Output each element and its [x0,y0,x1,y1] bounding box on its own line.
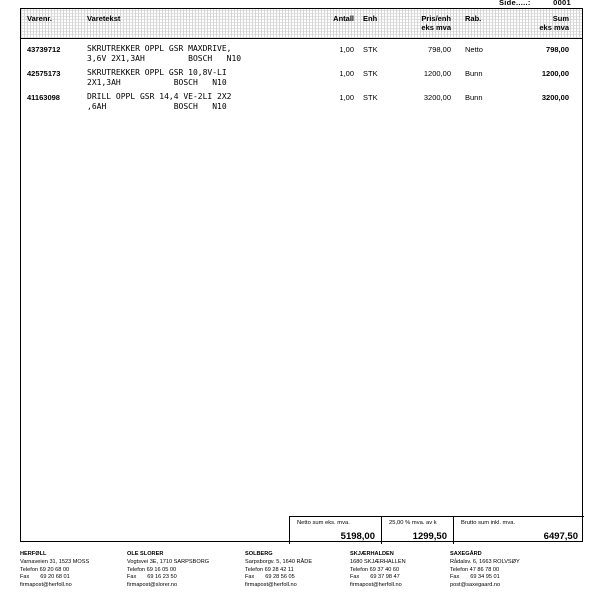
row-varenr: 41163098 [27,93,60,102]
office-email: firmapost@herfoll.no [20,582,72,589]
office-saxegard [450,551,520,590]
netto-value: 5198,00 [340,531,375,542]
office-address: Rådalsv. 6, 1663 ROLVSØY [450,558,520,565]
office-fax: Fax 69 28 56 05 [245,574,295,581]
office-fax: Fax 69 34 95 01 [450,574,500,581]
col-sum [539,14,569,32]
office-phone: Telefon 69 37 40 60 [350,566,400,573]
row-rab: Bunn [465,93,483,102]
office-name: SOLBERG [245,551,273,557]
row-antall: 1,00 [339,93,354,102]
office-email: firmapost@herfoll.no [350,582,402,589]
office-solberg [245,551,312,590]
row-antall: 1,00 [339,45,354,54]
office-email: firmapost@herfoll.no [245,582,297,589]
office-phone: Telefon 47 86 78 00 [450,566,500,573]
office-name: SAXEGÅRD [450,551,482,557]
office-phone: Telefon 69 28 42 11 [245,566,294,573]
office-phone: Telefon 69 20 68 00 [20,566,70,573]
office-fax: Fax 69 20 68 01 [20,574,70,581]
row-text: SKRUTREKKER OPPL GSR MAXDRIVE, 3,6V 2X1,3AH BOSCH N10 [87,44,242,63]
invoice-frame [20,8,583,542]
col-sum-line2: eks mva [539,23,569,32]
col-pris-line1: Pris/enh [421,14,451,23]
totals-block [289,516,584,544]
row-sum: 798,00 [546,45,569,54]
row-rab: Bunn [465,69,483,78]
table-row [21,91,582,115]
row-enh: STK [363,93,378,102]
row-enh: STK [363,69,378,78]
col-enh: Enh [363,14,378,23]
office-address: 1680 SKJÆRHALLEN [350,558,406,565]
footer-offices [20,551,595,596]
row-pris: 798,00 [428,45,451,54]
col-pris [421,14,451,32]
office-fax: Fax 69 16 23 50 [127,574,177,581]
row-rab: Netto [465,45,483,54]
netto-box [289,517,381,544]
mva-label: 25,00 % mva. av k [389,520,437,526]
table-row [21,43,582,67]
brutto-label: Brutto sum inkl. mva. [461,520,516,526]
col-varetekst: Varetekst [87,14,121,23]
mva-box [381,517,453,544]
col-varenr: Varenr. [27,14,53,23]
office-name: HERFØLL [20,551,47,557]
page-number: 0001 [553,0,571,7]
office-email: post@saxegaard.no [450,582,501,589]
office-ole-slorer [127,551,209,590]
office-address: Sarpsborgv. 5, 1640 RÅDE [245,558,313,565]
row-text: SKRUTREKKER OPPL GSR 10,8V-LI 2X1,3AH BOSCH N10 [87,68,227,87]
office-name: OLE SLORER [127,551,164,557]
brutto-box [453,517,584,544]
row-text: DRILL OPPL GSR 14,4 VE-2LI 2X2 ,6AH BOSCH N10 [87,92,232,111]
office-phone: Telefon 69 16 05 00 [127,566,177,573]
table-row [21,67,582,91]
column-header [21,9,582,39]
mva-value: 1299,50 [412,531,447,542]
office-email: firmapost@slorer.no [127,582,178,589]
office-fax: Fax 69 37 98 47 [350,574,400,581]
office-name: SKJÆRHALDEN [350,551,394,557]
row-sum: 1200,00 [541,69,569,78]
row-enh: STK [363,45,378,54]
row-pris: 1200,00 [423,69,451,78]
page-number-line [499,0,571,7]
office-herfoll [20,551,89,590]
row-varenr: 43739712 [27,45,61,54]
row-sum: 3200,00 [541,93,569,102]
col-antall: Antall [333,14,354,23]
office-address: Vogtsvei 3E, 1710 SARPSBORG [127,558,210,565]
page-label: Side.....: [498,0,531,7]
office-address: Varnaveien 31, 1523 MOSS [20,558,90,565]
netto-label: Netto sum eks. mva. [297,520,350,526]
brutto-value: 6497,50 [543,531,578,542]
col-rab: Rab. [465,14,482,23]
col-sum-line1: Sum [552,14,569,23]
row-varenr: 42575173 [27,69,61,78]
row-antall: 1,00 [339,69,354,78]
col-pris-line2: eks mva [421,23,451,32]
row-pris: 3200,00 [423,93,451,102]
office-skjaerhalden [350,551,406,590]
